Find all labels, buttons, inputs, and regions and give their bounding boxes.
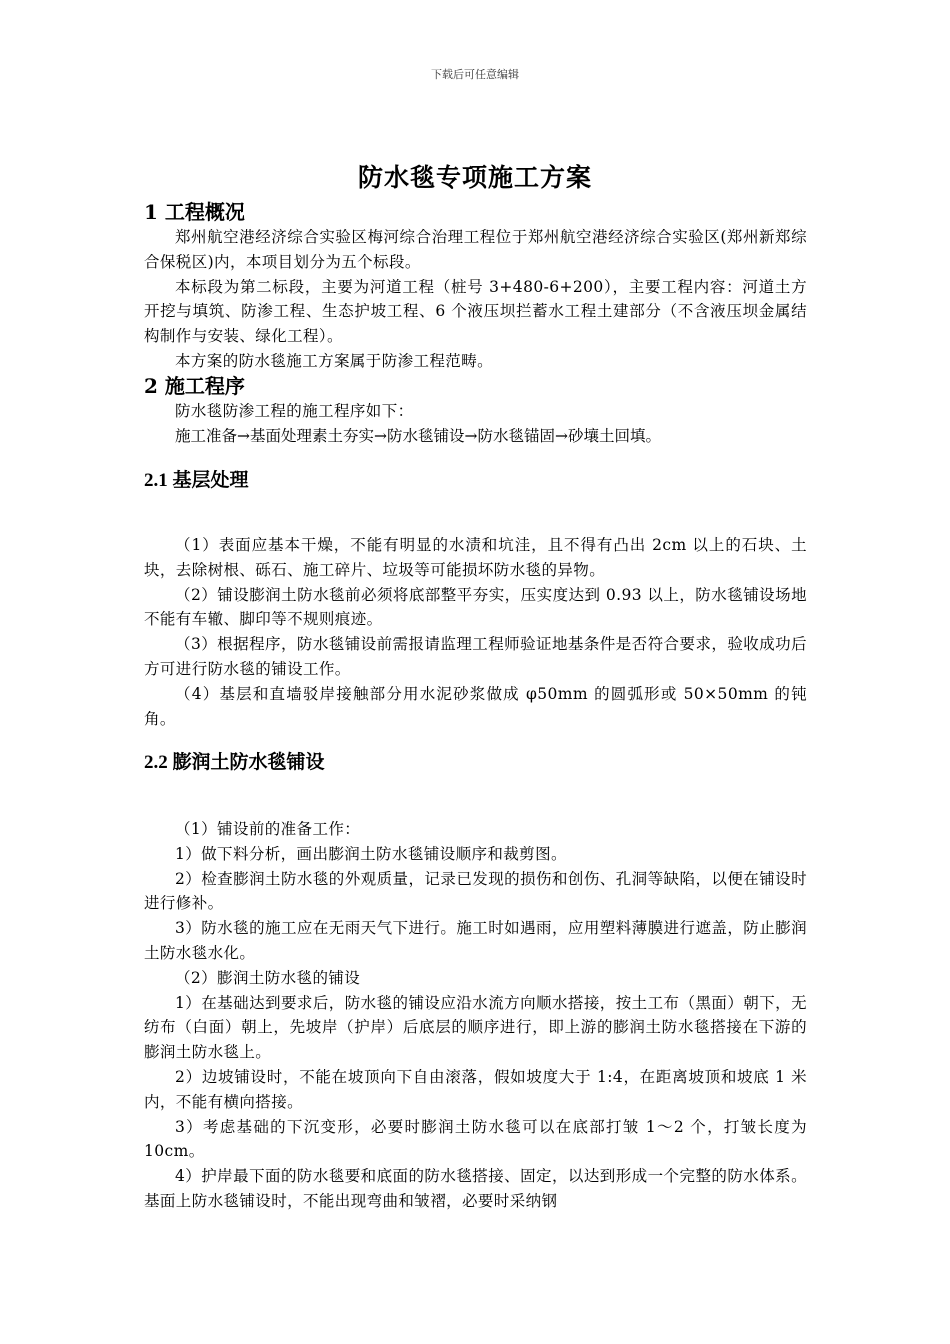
paragraph: 防水毯防渗工程的施工程序如下：: [175, 402, 414, 420]
section-heading: 2 施工程序: [144, 374, 245, 398]
paragraph: （1）表面应基本干燥，不能有明显的水渍和坑洼，且不得有凸出 2cm 以上的石块、土块，去除树根、砾石、施工碎片、垃圾等可能损坏防水毯的异物。: [144, 536, 807, 579]
section-2: [144, 373, 807, 449]
section-2-2: [144, 750, 807, 776]
paragraph: （2）铺设膨润土防水毯前必须将底部整平夯实，压实度达到 0.93 以上，防水毯铺设场地不能有车辙、脚印等不规则痕迹。: [144, 585, 807, 629]
paragraph: 2）边坡铺设时，不能在坡顶向下自由滚落，假如坡度大于 1:4，在距离坡顶和坡底 1 米内，不能有横向搭接。: [144, 1067, 807, 1111]
subsection-heading: 2.1 基层处理: [144, 470, 249, 491]
paragraph: 4）护岸最下面的防水毯要和底面的防水毯搭接、固定，以达到形成一个完整的防水体系。基面上防水毯铺设时，不能出现弯曲和皱褶，必要时采纳钢: [144, 1167, 807, 1210]
paragraph: 2）检查膨润土防水毯的外观质量，记录已发现的损伤和创伤、孔洞等缺陷，以便在铺设时进行修补。: [144, 869, 807, 913]
section-2-1-body: [144, 533, 807, 731]
section-2-1: [144, 468, 807, 494]
paragraph: 1）在基础达到要求后，防水毯的铺设应沿水流方向顺水搭接，按土工布（黑面）朝下，无纺布（白面）朝上，先坡岸（护岸）后底层的顺序进行，即上游的膨润土防水毯搭接在下游的膨润土防水毯上。: [144, 993, 807, 1062]
paragraph: （2）膨润土防水毯的铺设: [175, 968, 361, 987]
document-title: 防水毯专项施工方案: [357, 163, 592, 192]
section-2-2-body: [144, 817, 807, 1214]
page-header: 下载后可任意编辑: [431, 68, 519, 81]
subsection-heading: 2.2 膨润土防水毯铺设: [144, 752, 325, 773]
paragraph: （4）基层和直墙驳岸接触部分用水泥砂浆做成 φ50mm 的圆弧形或 50×50mm 的钝角。: [144, 684, 807, 728]
paragraph: 本标段为第二标段，主要为河道工程（桩号 3+480-6+200），主要工程内容：河道土方开挖与填筑、防渗工程、生态护坡工程、6 个液压坝拦蓄水工程土建部分（不含液压坝金属结构制作与安装、绿化工程）。: [144, 277, 807, 346]
paragraph: 本方案的防水毯施工方案属于防渗工程范畴。: [175, 351, 494, 370]
paragraph: 3）考虑基础的下沉变形，必要时膨润土防水毯可以在底部打皱 1～2 个，打皱长度为 10cm。: [144, 1117, 807, 1161]
paragraph: （3）根据程序，防水毯铺设前需报请监理工程师验证地基条件是否符合要求，验收成功后方可进行防水毯的铺设工作。: [144, 635, 807, 678]
section-1: [144, 199, 807, 374]
section-heading: 1 工程概况: [144, 200, 245, 224]
paragraph: 3）防水毯的施工应在无雨天气下进行。施工时如遇雨，应用塑料薄膜进行遮盖，防止膨润土防水毯水化。: [144, 919, 807, 962]
paragraph: 1）做下料分析，画出膨润土防水毯铺设顺序和裁剪图。: [175, 844, 567, 863]
paragraph: （1）铺设前的准备工作：: [175, 820, 361, 838]
paragraph: 施工准备→基面处理素土夯实→防水毯铺设→防水毯锚固→砂壤土回填。: [175, 426, 661, 445]
paragraph: 郑州航空港经济综合实验区梅河综合治理工程位于郑州航空港经济综合实验区(郑州新郑综合保税区)内，本项目划分为五个标段。: [144, 228, 807, 271]
